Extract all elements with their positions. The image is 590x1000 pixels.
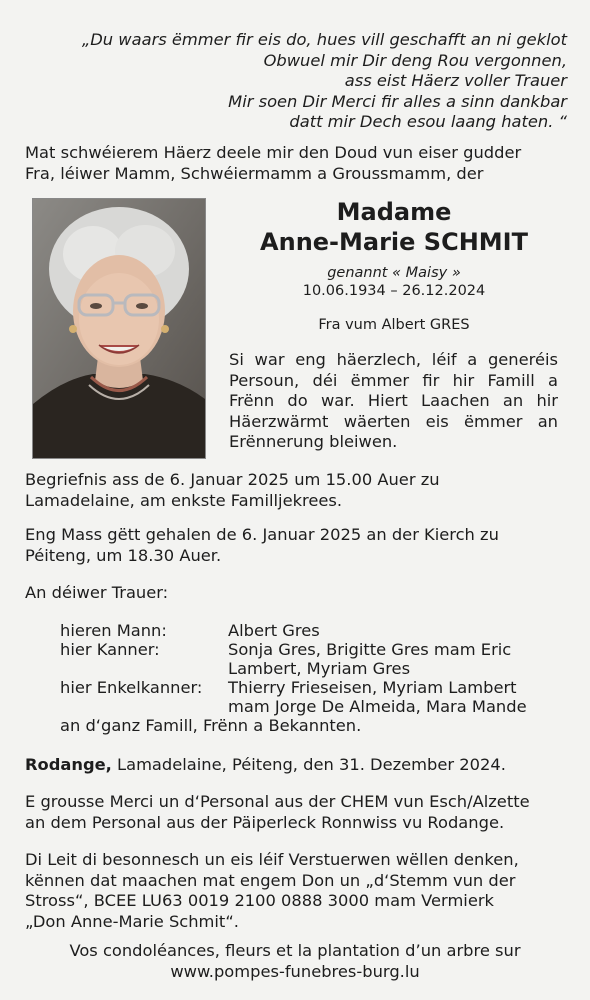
poem-line: Mir soen Dir Merci fir alles a sinn dankbar — [228, 91, 567, 111]
deceased-name-block — [218, 197, 570, 334]
place-date-line — [25, 755, 506, 776]
mourners-heading: An déiwer Trauer: — [25, 583, 169, 602]
donation-line: kënnen dat maachen mat engem Don un „d‘Stemm vun der — [25, 870, 516, 890]
place-date-rest: Lamadelaine, Péiteng, den 31. Dezember 2024. — [111, 755, 506, 774]
thanks-paragraph — [25, 792, 530, 833]
mass-line: Eng Mass gëtt gehalen de 6. Januar 2025 an der Kierch zu — [25, 525, 499, 544]
funeral-line: Begriefnis ass de 6. Januar 2025 um 15.00 Auer zu — [25, 470, 440, 489]
donation-paragraph — [25, 850, 519, 932]
intro-line: Fra, léiwer Mamm, Schwéiermamm a Groussmamm, der — [25, 163, 484, 183]
portrait-photo — [32, 198, 206, 459]
mourner-names: Albert Gres — [228, 621, 320, 640]
poem-line: „Du waars ëmmer fir eis do, hues vill geschafft an ni geklot — [81, 30, 567, 49]
donation-line: Stross“, BCEE LU63 0019 2100 0888 3000 mam Vermierk — [25, 891, 494, 910]
mourner-names: Thierry Frieseisen, Myriam Lambert — [228, 678, 517, 697]
announcement-intro — [25, 143, 570, 184]
funeral-line: Lamadelaine, am enkste Familljekrees. — [25, 490, 343, 510]
deceased-nickname: genannt « Maisy » — [327, 265, 461, 281]
mourner-relation: hieren Mann: — [60, 621, 167, 640]
poem-line: Obwuel mir Dir deng Rou vergonnen, — [263, 50, 567, 70]
tribute-line: Frënn do war. Hiert Laachen an hir — [229, 391, 558, 410]
mourner-names: Lambert, Myriam Gres — [228, 659, 411, 678]
tribute-line: Häerzwärmt wäerten eis ëmmer an — [229, 411, 558, 431]
poem-line: ass eist Häerz voller Trauer — [344, 71, 567, 90]
deceased-title: Madame — [336, 198, 452, 226]
mass-line: Péiteng, um 18.30 Auer. — [25, 545, 222, 565]
place-town: Rodange, — [25, 755, 112, 774]
condolences-footer — [0, 941, 590, 982]
intro-line: Mat schwéierem Häerz deele mir den Doud vun eiser gudder — [25, 143, 522, 162]
life-dates: 10.06.1934 – 26.12.2024 — [302, 283, 486, 299]
mourner-names: mam Jorge De Almeida, Mara Mande — [228, 697, 527, 716]
website-link[interactable]: www.pompes-funebres-burg.lu — [170, 961, 420, 981]
poem-quote — [82, 30, 567, 133]
spouse-line: Fra vum Albert GRES — [318, 317, 470, 333]
poem-line: datt mir Dech esou laang haten. “ — [289, 112, 567, 131]
mourner-relation: hier Kanner: — [60, 640, 160, 659]
tribute-line: Si war eng häerzlech, léif a generéis — [229, 350, 558, 369]
donation-line: Di Leit di besonnesch un eis léif Verstuerwen wëllen denken, — [25, 850, 519, 869]
thanks-line: an dem Personal aus der Päiperleck Ronnwiss vu Rodange. — [25, 812, 505, 832]
mourners-closing: an d‘ganz Famill, Frënn a Bekannten. — [60, 716, 362, 735]
tribute-line: Persoun, déi ëmmer fir hir Famill a — [229, 370, 558, 390]
portrait-illustration — [33, 199, 205, 458]
funeral-info — [25, 470, 440, 511]
footer-line: Vos condoléances, fleurs et la plantation d’un arbre sur — [69, 941, 521, 960]
tribute-line: Erënnerung bleiwen. — [229, 432, 398, 451]
thanks-line: E grousse Merci un d‘Personal aus der CHEM vun Esch/Alzette — [25, 792, 530, 811]
tribute-paragraph — [229, 350, 558, 453]
mourner-names: Sonja Gres, Brigitte Gres mam Eric — [228, 640, 512, 659]
deceased-name: Anne-Marie SCHMIT — [260, 228, 528, 256]
donation-line: „Don Anne-Marie Schmit“. — [25, 911, 239, 931]
mourner-relation: hier Enkelkanner: — [60, 678, 203, 697]
mass-info — [25, 525, 499, 566]
